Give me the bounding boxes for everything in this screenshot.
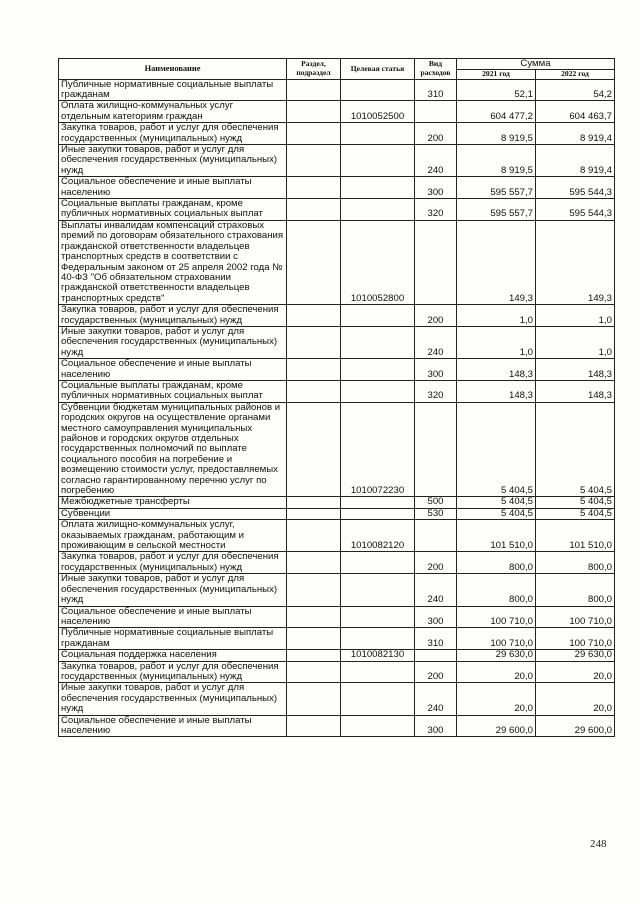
cell-target: [341, 326, 415, 358]
cell-sum-2022: 29 630,0: [536, 650, 615, 661]
page-number: 248: [590, 838, 607, 850]
cell-section: [287, 574, 341, 606]
cell-section: [287, 520, 341, 552]
cell-section: [287, 326, 341, 358]
cell-section: [287, 628, 341, 650]
table-row: [59, 199, 615, 221]
cell-name: Социальные выплаты гражданам, кроме публичных нормативных социальных выплат: [59, 199, 287, 221]
cell-sum-2022: 100 710,0: [536, 606, 615, 628]
cell-name: Субвенции бюджетам муниципальных районов и городских округов на осуществление органами местного самоуправления муниципальных районов и городских округов отдельных государственных полномочий по выплате социального пособия на погребение и возмещению стоимости услуг, предоставляемых согласно гарантированному перечню услуг по погребению: [59, 402, 287, 497]
cell-sum-2022: 149,3: [536, 220, 615, 304]
cell-name: Иные закупки товаров, работ и услуг для обеспечения государственных (муниципальных) нужд: [59, 574, 287, 606]
cell-section: [287, 683, 341, 715]
cell-kind: 200: [415, 123, 457, 145]
table-row: [59, 123, 615, 145]
cell-name: Публичные нормативные социальные выплаты гражданам: [59, 628, 287, 650]
cell-sum-2021: 5 404,5: [457, 497, 536, 508]
cell-name: Закупка товаров, работ и услуг для обеспечения государственных (муниципальных) нужд: [59, 552, 287, 574]
cell-kind: 320: [415, 380, 457, 402]
cell-name: Социальная поддержка населения: [59, 650, 287, 661]
cell-sum-2022: 604 463,7: [536, 101, 615, 123]
table-body: [59, 79, 615, 737]
cell-target: [341, 683, 415, 715]
cell-sum-2022: 5 404,5: [536, 497, 615, 508]
cell-sum-2021: 595 557,7: [457, 177, 536, 199]
cell-section: [287, 220, 341, 304]
cell-section: [287, 715, 341, 737]
cell-kind: 240: [415, 574, 457, 606]
cell-name: Субвенции: [59, 508, 287, 519]
cell-target: [341, 715, 415, 737]
cell-section: [287, 123, 341, 145]
cell-target: [341, 79, 415, 101]
table-row: [59, 101, 615, 123]
cell-section: [287, 508, 341, 519]
cell-section: [287, 145, 341, 177]
cell-kind: [415, 650, 457, 661]
cell-name: Межбюджетные трансферты: [59, 497, 287, 508]
cell-sum-2021: 8 919,5: [457, 123, 536, 145]
table-row: [59, 650, 615, 661]
table-row: [59, 574, 615, 606]
cell-sum-2022: 5 404,5: [536, 402, 615, 497]
cell-sum-2021: 5 404,5: [457, 508, 536, 519]
cell-kind: 240: [415, 145, 457, 177]
cell-sum-2022: 29 600,0: [536, 715, 615, 737]
budget-table: [58, 58, 615, 737]
cell-kind: 310: [415, 628, 457, 650]
header-kind: Вид расходов: [415, 59, 457, 80]
table-row: [59, 177, 615, 199]
cell-name: Иные закупки товаров, работ и услуг для обеспечения государственных (муниципальных) нужд: [59, 326, 287, 358]
cell-section: [287, 380, 341, 402]
cell-target: [341, 145, 415, 177]
cell-sum-2021: 5 404,5: [457, 402, 536, 497]
header-sum: Сумма: [457, 59, 615, 70]
cell-sum-2021: 20,0: [457, 661, 536, 683]
cell-name: Социальное обеспечение и иные выплаты населению: [59, 359, 287, 381]
table-header-row: [59, 59, 615, 70]
cell-section: [287, 661, 341, 683]
cell-kind: 200: [415, 305, 457, 327]
cell-section: [287, 402, 341, 497]
cell-sum-2022: 8 919,4: [536, 145, 615, 177]
cell-name: Оплата жилищно-коммунальных услуг отдельным категориям граждан: [59, 101, 287, 123]
cell-sum-2021: 8 919,5: [457, 145, 536, 177]
cell-target: [341, 177, 415, 199]
cell-name: Закупка товаров, работ и услуг для обеспечения государственных (муниципальных) нужд: [59, 661, 287, 683]
cell-kind: 300: [415, 177, 457, 199]
cell-sum-2021: 595 557,7: [457, 199, 536, 221]
header-year-2022: 2022 год: [536, 70, 615, 80]
cell-section: [287, 359, 341, 381]
cell-target: 1010082130: [341, 650, 415, 661]
header-name: Наименование: [59, 59, 287, 80]
cell-sum-2021: 148,3: [457, 359, 536, 381]
cell-target: [341, 123, 415, 145]
cell-sum-2022: 54,2: [536, 79, 615, 101]
cell-sum-2022: 101 510,0: [536, 520, 615, 552]
cell-target: [341, 305, 415, 327]
cell-sum-2021: 100 710,0: [457, 628, 536, 650]
cell-kind: [415, 220, 457, 304]
cell-target: [341, 359, 415, 381]
cell-sum-2022: 800,0: [536, 574, 615, 606]
table-row: [59, 359, 615, 381]
cell-kind: [415, 402, 457, 497]
cell-name: Оплата жилищно-коммунальных услуг, оказываемых гражданам, работающим и проживающим в сельской местности: [59, 520, 287, 552]
cell-sum-2022: 595 544,3: [536, 199, 615, 221]
cell-kind: 320: [415, 199, 457, 221]
cell-target: [341, 628, 415, 650]
table-row: [59, 508, 615, 519]
cell-section: [287, 552, 341, 574]
cell-sum-2021: 149,3: [457, 220, 536, 304]
cell-section: [287, 497, 341, 508]
cell-sum-2022: 148,3: [536, 359, 615, 381]
cell-target: [341, 574, 415, 606]
table-row: [59, 497, 615, 508]
cell-kind: 500: [415, 497, 457, 508]
cell-target: 1010072230: [341, 402, 415, 497]
cell-name: Закупка товаров, работ и услуг для обеспечения государственных (муниципальных) нужд: [59, 305, 287, 327]
cell-kind: [415, 101, 457, 123]
table-row: [59, 326, 615, 358]
cell-kind: 300: [415, 606, 457, 628]
cell-kind: 200: [415, 661, 457, 683]
cell-section: [287, 650, 341, 661]
cell-section: [287, 177, 341, 199]
cell-kind: 310: [415, 79, 457, 101]
cell-name: Иные закупки товаров, работ и услуг для обеспечения государственных (муниципальных) нужд: [59, 145, 287, 177]
cell-sum-2021: 800,0: [457, 574, 536, 606]
cell-sum-2021: 101 510,0: [457, 520, 536, 552]
table-row: [59, 683, 615, 715]
cell-sum-2021: 800,0: [457, 552, 536, 574]
table-row: [59, 520, 615, 552]
cell-sum-2021: 604 477,2: [457, 101, 536, 123]
cell-sum-2022: 20,0: [536, 661, 615, 683]
table-row: [59, 145, 615, 177]
cell-kind: 300: [415, 359, 457, 381]
table-row: [59, 661, 615, 683]
cell-section: [287, 606, 341, 628]
cell-sum-2021: 100 710,0: [457, 606, 536, 628]
cell-target: [341, 552, 415, 574]
cell-name: Социальное обеспечение и иные выплаты населению: [59, 715, 287, 737]
cell-name: Социальное обеспечение и иные выплаты населению: [59, 177, 287, 199]
cell-sum-2021: 1,0: [457, 305, 536, 327]
cell-sum-2021: 20,0: [457, 683, 536, 715]
cell-name: Иные закупки товаров, работ и услуг для обеспечения государственных (муниципальных) нужд: [59, 683, 287, 715]
cell-name: Социальное обеспечение и иные выплаты населению: [59, 606, 287, 628]
cell-sum-2022: 595 544,3: [536, 177, 615, 199]
cell-sum-2022: 1,0: [536, 326, 615, 358]
cell-section: [287, 101, 341, 123]
cell-kind: 530: [415, 508, 457, 519]
cell-target: [341, 199, 415, 221]
header-target: Целевая статья: [341, 59, 415, 80]
cell-target: [341, 606, 415, 628]
table-row: [59, 402, 615, 497]
cell-sum-2022: 100 710,0: [536, 628, 615, 650]
cell-target: [341, 661, 415, 683]
table-row: [59, 380, 615, 402]
cell-sum-2021: 1,0: [457, 326, 536, 358]
table-row: [59, 79, 615, 101]
cell-target: [341, 497, 415, 508]
cell-section: [287, 79, 341, 101]
cell-kind: 240: [415, 326, 457, 358]
table-row: [59, 715, 615, 737]
cell-sum-2022: 800,0: [536, 552, 615, 574]
table-row: [59, 628, 615, 650]
cell-sum-2022: 148,3: [536, 380, 615, 402]
cell-target: 1010052500: [341, 101, 415, 123]
header-section: Раздел, подраздел: [287, 59, 341, 80]
cell-sum-2021: 29 630,0: [457, 650, 536, 661]
cell-section: [287, 305, 341, 327]
cell-name: Публичные нормативные социальные выплаты гражданам: [59, 79, 287, 101]
cell-kind: 240: [415, 683, 457, 715]
cell-sum-2021: 148,3: [457, 380, 536, 402]
cell-section: [287, 199, 341, 221]
cell-name: Социальные выплаты гражданам, кроме публичных нормативных социальных выплат: [59, 380, 287, 402]
table-row: [59, 305, 615, 327]
cell-name: Выплаты инвалидам компенсаций страховых премий по договорам обязательного страхования гражданской ответственности владельцев транспортных средств в соответствии с Федеральным законом от 25 апреля 2002 года № 40-ФЗ "Об обязательном страховании гражданской ответственности владельцев транспортных средств": [59, 220, 287, 304]
cell-sum-2022: 20,0: [536, 683, 615, 715]
cell-kind: 300: [415, 715, 457, 737]
cell-kind: 200: [415, 552, 457, 574]
cell-target: [341, 380, 415, 402]
cell-sum-2022: 5 404,5: [536, 508, 615, 519]
cell-target: [341, 508, 415, 519]
cell-sum-2022: 8 919,4: [536, 123, 615, 145]
cell-sum-2021: 52,1: [457, 79, 536, 101]
cell-target: 1010082120: [341, 520, 415, 552]
table-row: [59, 606, 615, 628]
cell-sum-2021: 29 600,0: [457, 715, 536, 737]
table-row: [59, 552, 615, 574]
cell-sum-2022: 1,0: [536, 305, 615, 327]
header-year-2021: 2021 год: [457, 70, 536, 80]
cell-kind: [415, 520, 457, 552]
cell-name: Закупка товаров, работ и услуг для обеспечения государственных (муниципальных) нужд: [59, 123, 287, 145]
table-row: [59, 220, 615, 304]
cell-target: 1010052800: [341, 220, 415, 304]
